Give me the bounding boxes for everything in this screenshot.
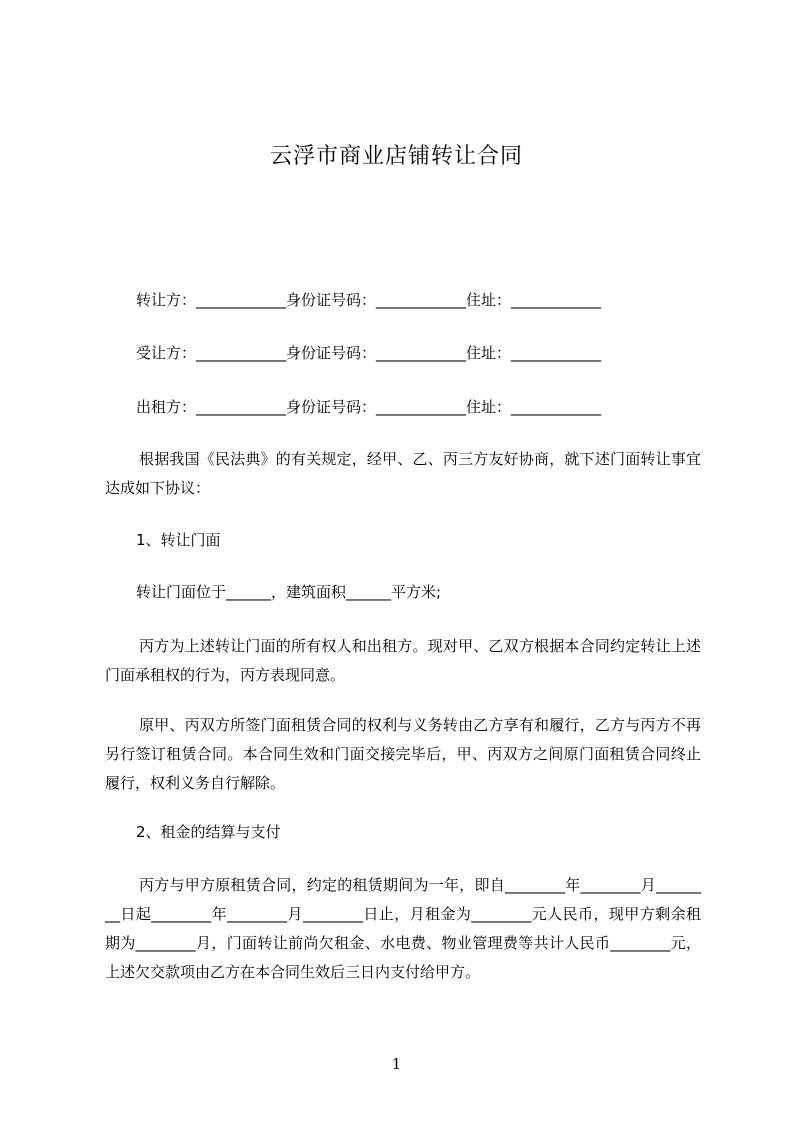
section-1-heading: 1、转让门面	[136, 531, 221, 549]
section-1-paragraph-2: 原甲、丙双方所签门面租赁合同的权利与义务转由乙方享有和履行，乙方与丙方不再另行签订租赁合同。本合同生效和门面交接完毕后，甲、丙双方之间原门面租赁合同终止履行，权利义务自行解除。	[105, 716, 701, 792]
section-2-paragraph-1: 丙方与甲方原租赁合同，约定的租赁期间为一年，即自________年________月________日起________年________月________日止，月租金为________元人民币，现甲方剩余租期为________月，门面转让前尚欠租金、水电费、物业管理费等共计人民币________元，上述欠交款项由乙方在本合同生效后三日内支付给甲方。	[105, 876, 701, 981]
section-1-location-line: 转让门面位于______，建筑面积______平方米;	[136, 583, 442, 601]
party-transferee-line: 受让方：____________身份证号码：____________住址：____________	[136, 344, 602, 362]
section-1-paragraph-1: 丙方为上述转让门面的所有权人和出租方。现对甲、乙双方根据本合同约定转让上述门面承租权的行为，丙方表现同意。	[105, 637, 701, 684]
party-lessor-line: 出租方：____________身份证号码：____________住址：____________	[136, 398, 602, 416]
intro-paragraph: 根据我国《民法典》的有关规定，经甲、乙、丙三方友好协商，就下述门面转让事宜达成如下协议：	[105, 450, 701, 497]
section-2-heading: 2、租金的结算与支付	[136, 823, 281, 841]
document-title: 云浮市商业店铺转让合同	[269, 144, 523, 169]
page-number: 1	[391, 1055, 402, 1073]
party-transferor-line: 转让方：____________身份证号码：____________住址：____________	[136, 291, 602, 309]
